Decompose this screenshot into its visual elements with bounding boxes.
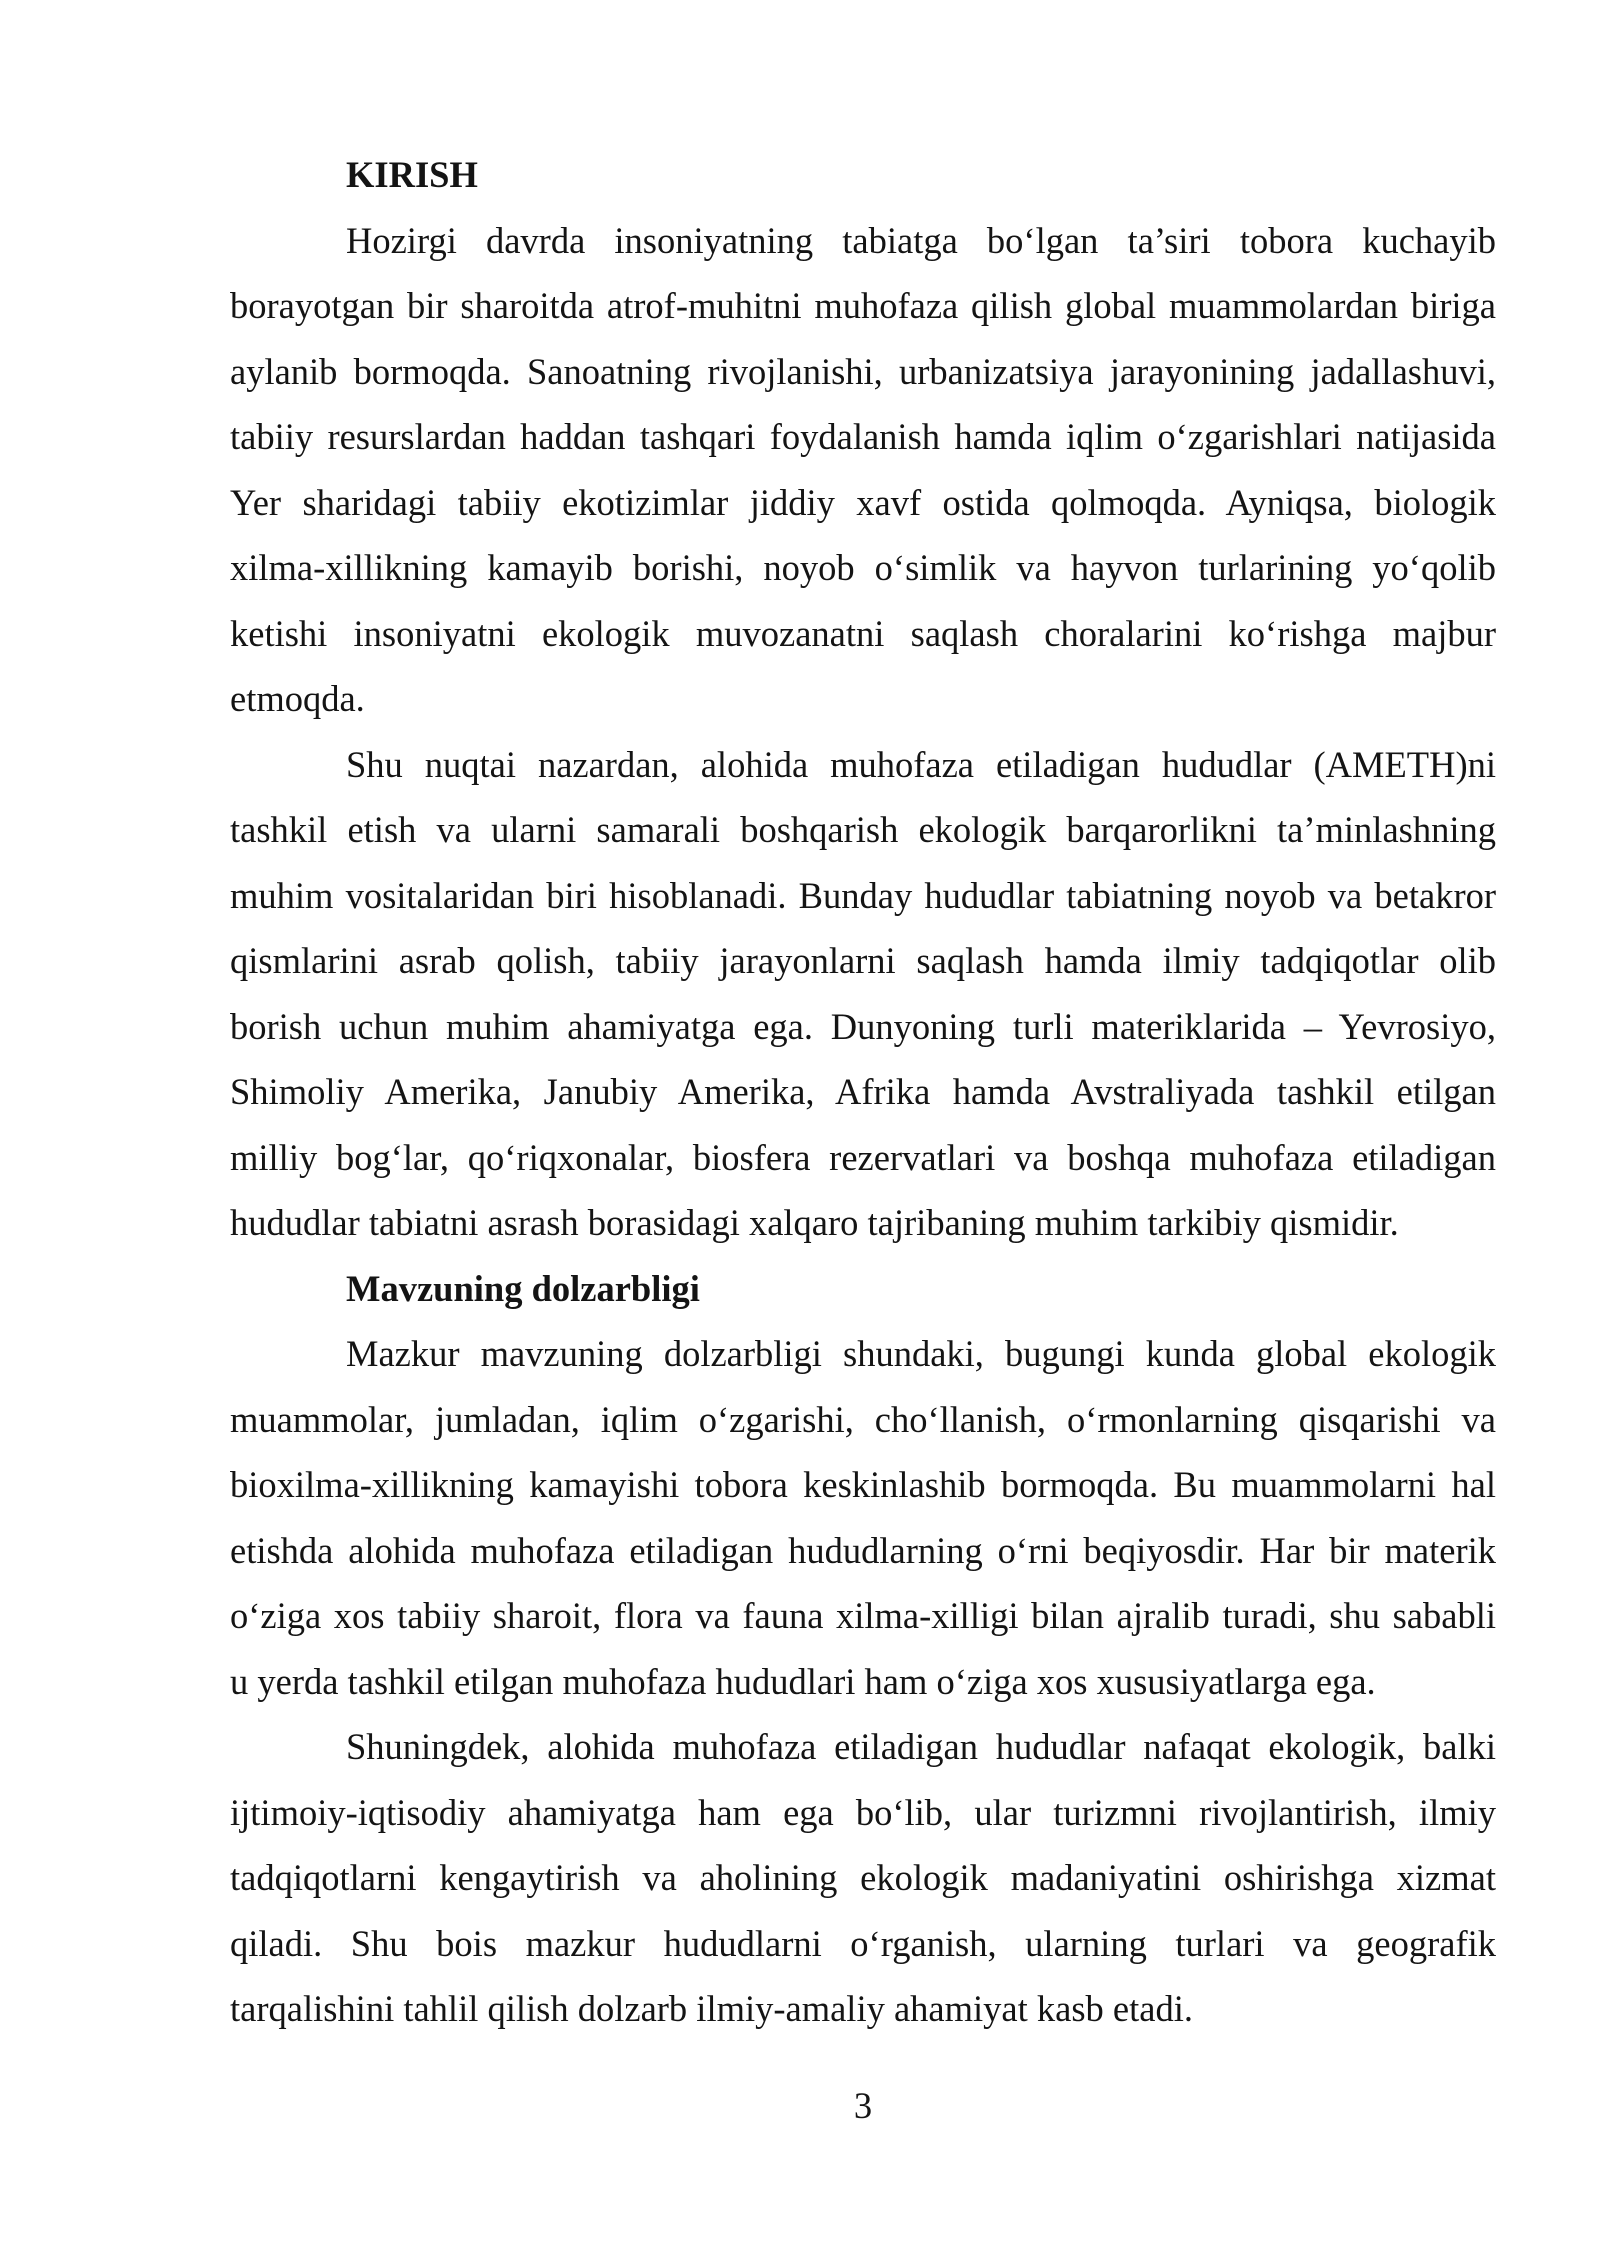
paragraph-line: u yerda tashkil etilgan muhofaza hududlari ham o‘ziga xos xususiyatlarga ega. [230, 1660, 1376, 1702]
paragraph-line: Yer sharidagi tabiiy ekotizimlar jiddiy xavf ostida qolmoqda. Ayniqsa, biologik [230, 481, 1496, 523]
paragraph-line: aylanib bormoqda. Sanoatning rivojlanishi, urbanizatsiya jarayonining jadallashuvi, [230, 350, 1496, 392]
paragraph-line: ijtimoiy-iqtisodiy ahamiyatga ham ega bo‘lib, ular turizmni rivojlantirish, ilmiy [230, 1791, 1496, 1833]
paragraph-line: Mazkur mavzuning dolzarbligi shundaki, bugungi kunda global ekologik [346, 1333, 1496, 1374]
paragraph-line: tashkil etish va ularni samarali boshqarish ekologik barqarorlikni ta’minlashning [230, 809, 1496, 850]
paragraph-line: Hozirgi davrda insoniyatning tabiatga bo‘lgan ta’siri tobora kuchayib [346, 219, 1496, 261]
page-number: 3 [853, 2085, 873, 2126]
paragraph-line: Shuningdek, alohida muhofaza etiladigan hududlar nafaqat ekologik, balki [346, 1726, 1496, 1767]
paragraph-line: xilma-xillikning kamayib borishi, noyob o‘simlik va hayvon turlarining yo‘qolib [230, 547, 1496, 588]
paragraph-line: etishda alohida muhofaza etiladigan hududlarning o‘rni beqiyosdir. Har bir materik [230, 1529, 1496, 1571]
paragraph-line: muhim vositalaridan biri hisoblanadi. Bunday hududlar tabiatning noyob va betakror [230, 874, 1496, 916]
paragraph [230, 1321, 1496, 1714]
paragraph-line: Shimoliy Amerika, Janubiy Amerika, Afrika hamda Avstraliyada tashkil etilgan [230, 1071, 1496, 1112]
section-heading: Mavzuning dolzarbligi [346, 1267, 700, 1309]
paragraph [230, 732, 1496, 1256]
paragraph-line: hududlar tabiatni asrash borasidagi xalqaro tajribaning muhim tarkibiy qismidir. [230, 1202, 1399, 1243]
section-heading: KIRISH [346, 154, 478, 195]
paragraph-line: milliy bog‘lar, qo‘riqxonalar, biosfera rezervatlari va boshqa muhofaza etiladigan [230, 1136, 1496, 1178]
paragraph-line: etmoqda. [230, 678, 365, 719]
paragraph-line: ketishi insoniyatni ekologik muvozanatni saqlash choralarini ko‘rishga majbur [230, 612, 1496, 654]
paragraph-line: Shu nuqtai nazardan, alohida muhofaza etiladigan hududlar (AMETH)ni [346, 743, 1496, 785]
paragraph-line: borayotgan bir sharoitda atrof-muhitni muhofaza qilish global muammolardan biriga [230, 285, 1496, 326]
paragraph-line: tabiiy resurslardan haddan tashqari foydalanish hamda iqlim o‘zgarishlari natijasida [230, 416, 1496, 457]
page-body [230, 142, 1496, 2042]
paragraph-line: qismlarini asrab qolish, tabiiy jarayonlarni saqlash hamda ilmiy tadqiqotlar olib [230, 940, 1496, 981]
paragraph-line: muammolar, jumladan, iqlim o‘zgarishi, cho‘llanish, o‘rmonlarning qisqarishi va [230, 1398, 1496, 1440]
paragraph-line: tarqalishini tahlil qilish dolzarb ilmiy-amaliy ahamiyat kasb etadi. [230, 1988, 1193, 2029]
paragraph-line: qiladi. Shu bois mazkur hududlarni o‘rganish, ularning turlari va geografik [230, 1922, 1496, 1964]
paragraph-line: bioxilma-xillikning kamayishi tobora keskinlashib bormoqda. Bu muammolarni hal [230, 1464, 1496, 1505]
paragraph-line: o‘ziga xos tabiiy sharoit, flora va fauna xilma-xilligi bilan ajralib turadi, shu sababli [230, 1595, 1496, 1636]
paragraph [230, 208, 1496, 732]
paragraph-line: borish uchun muhim ahamiyatga ega. Dunyoning turli materiklarida – Yevrosiyo, [230, 1005, 1496, 1047]
paragraph [230, 1714, 1496, 2042]
paragraph-line: tadqiqotlarni kengaytirish va aholining ekologik madaniyatini oshirishga xizmat [230, 1857, 1496, 1898]
